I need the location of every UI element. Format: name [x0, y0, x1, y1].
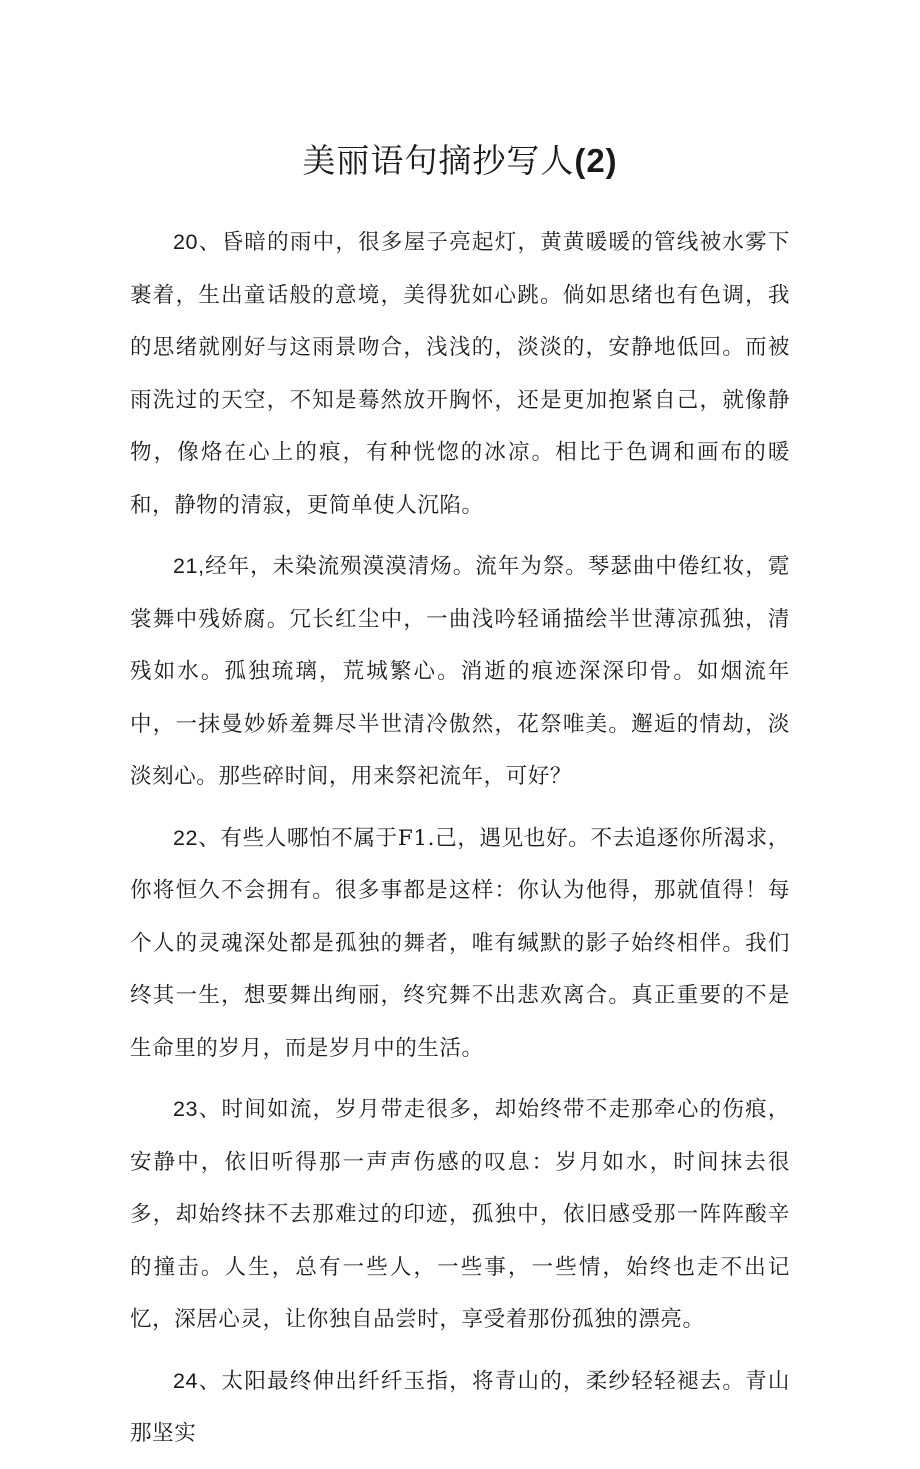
paragraph-22	[130, 812, 790, 1076]
paragraph-21	[130, 540, 790, 804]
paragraph-text: 、昏暗的雨中，很多屋子亮起灯，黄黄暖暖的管线被水雾下裹着，生出童话般的意境，美得犹如心跳。倘如思绪也有色调，我的思绪就刚好与这雨景吻合，浅浅的，淡淡的，安静地低回。而被雨洗过的天空，不知是蓦然放开胸怀，还是更加抱紧自己，就像静物，像烙在心上的痕，有种恍惚的冰凉。相比于色调和画布的暖和，静物的清寂，更简单使人沉陷。	[130, 230, 790, 518]
document-body	[130, 216, 790, 1469]
page-title	[0, 134, 920, 188]
paragraph-23	[130, 1083, 790, 1347]
paragraph-text: 、太阳最终伸出纤纤玉指，将青山的，柔纱轻轻褪去。青山那坚实	[130, 1368, 790, 1446]
title-text: 美丽语句摘抄写人	[302, 141, 575, 180]
paragraph-text: 、有些人哪怕不属于F1.己，遇见也好。不去追逐你所渴求，你将恒久不会拥有。很多事都是这样：你认为他得，那就值得！每个人的灵魂深处都是孤独的舞者，唯有缄默的影子始终相伴。我们终其一生，想要舞出绚丽，终究舞不出悲欢离合。真正重要的不是生命里的岁月，而是岁月中的生活。	[130, 825, 790, 1061]
paragraph-20	[130, 216, 790, 532]
paragraph-number: 20	[173, 230, 199, 254]
paragraph-number: 22	[173, 825, 199, 850]
paragraph-24	[130, 1355, 790, 1461]
paragraph-text: 、时间如流，岁月带走很多，却始终带不走那牵心的伤痕，安静中，依旧听得那一声声伤感的叹息：岁月如水，时间抹去很多，却始终抹不去那难过的印迹，孤独中，依旧感受那一阵阵酸辛的撞击。人生，总有一些人，一些事，一些情，始终也走不出记忆，深居心灵，让你独自品尝时，享受着那份孤独的漂亮。	[130, 1097, 790, 1332]
paragraph-number: 21,	[173, 554, 205, 578]
paragraph-number: 23	[173, 1097, 199, 1121]
paragraph-number: 24	[173, 1368, 199, 1393]
title-number: (2)	[574, 142, 618, 179]
paragraph-text: 经年，未染流殒漠漠清炀。流年为祭。琴瑟曲中倦红妆，霓裳舞中残娇腐。冗长红尘中，一曲浅吟轻诵描绘半世薄凉孤独，清残如水。孤独琉璃，荒城繁心。消逝的痕迹深深印骨。如烟流年中，一抹曼妙娇羞舞尽半世清冷傲然，花祭唯美。邂逅的情劫，淡淡刻心。那些碎时间，用来祭祀流年，可好？	[130, 554, 790, 789]
